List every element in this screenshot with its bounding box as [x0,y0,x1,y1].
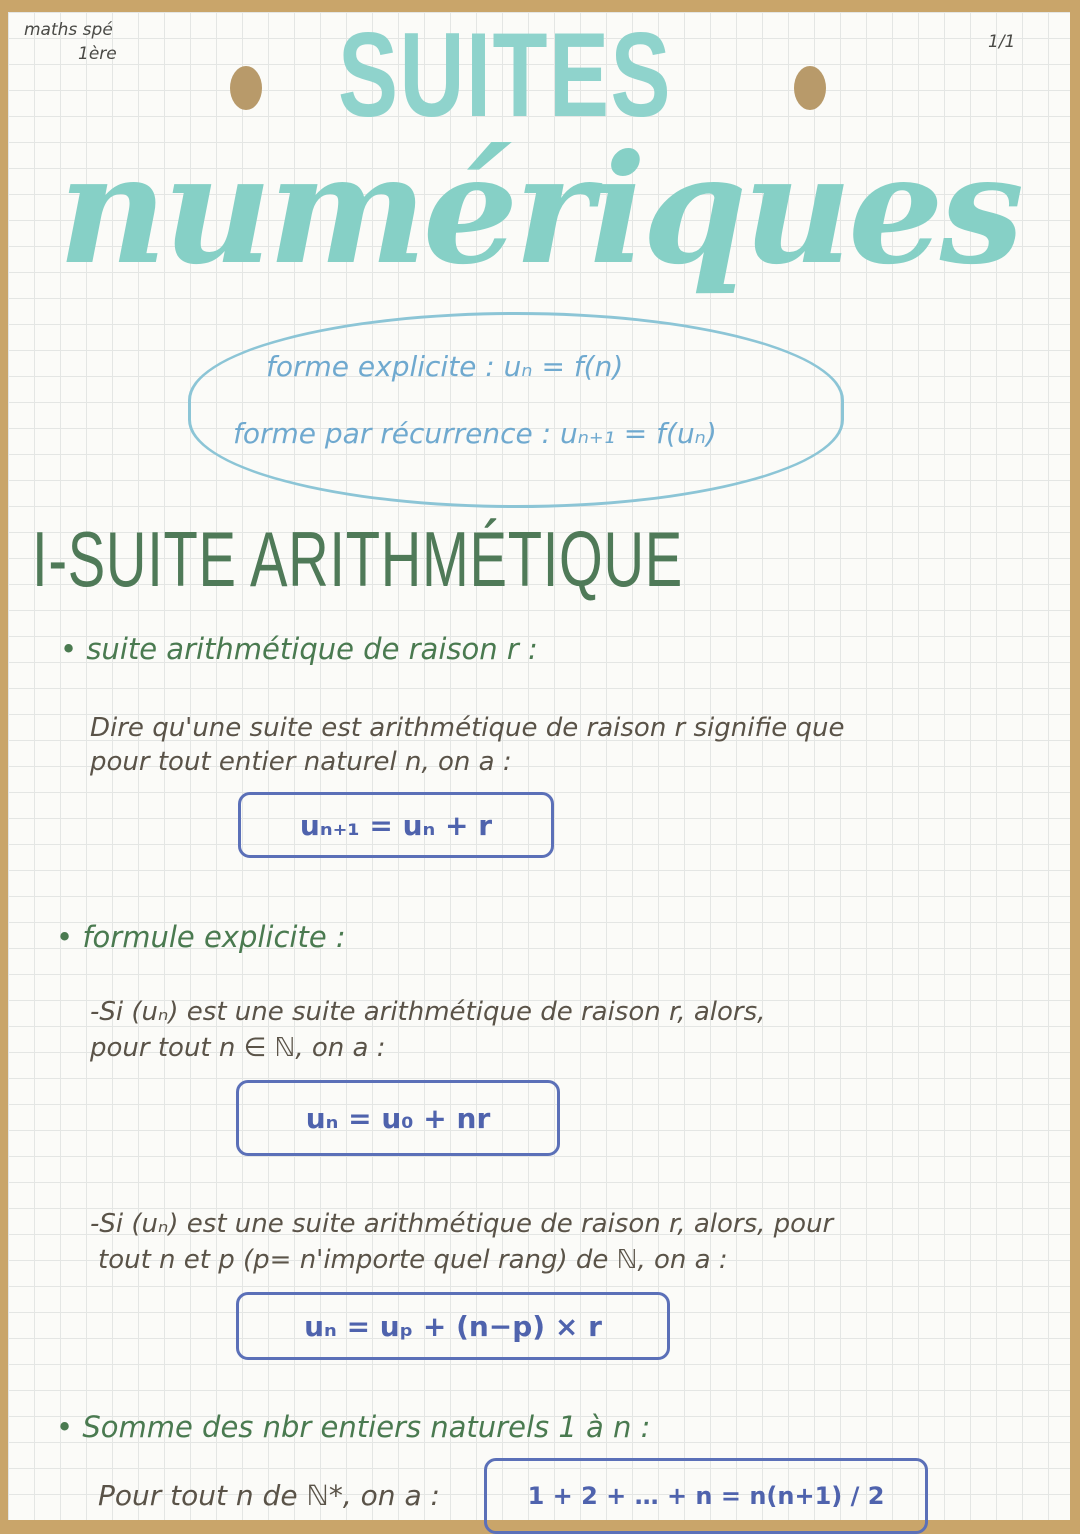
explicit-formula-box: uₙ = u₀ + nr [236,1080,560,1156]
recurrence-formula-box: uₙ₊₁ = uₙ + r [238,792,554,858]
subject-label: maths spé [24,20,113,40]
title-line1: SUITES [338,8,673,142]
general-text-2: tout n et p (p= n'importe quel rang) de ℕ, on a : [98,1245,728,1275]
binder-hole-right [794,66,826,110]
explicit-title: • formule explicite : [56,920,346,954]
cloud-recurrence-form: forme par récurrence : uₙ₊₁ = f(uₙ) [233,417,717,450]
binder-hole-left [230,66,262,110]
section-heading: I-SUITE ARITHMÉTIQUE [32,515,683,603]
explicit-text-2: pour tout n ∈ ℕ, on a : [90,1033,386,1063]
definition-cloud [188,312,844,508]
general-text-1: -Si (uₙ) est une suite arithmétique de raison r, alors, pour [90,1209,834,1239]
sum-formula-box: 1 + 2 + … + n = n(n+1) / 2 [484,1458,928,1534]
general-formula-box: uₙ = uₚ + (n−p) × r [236,1292,670,1360]
cloud-explicit-form: forme explicite : uₙ = f(n) [266,350,624,383]
sum-text: Pour tout n de ℕ*, on a : [98,1479,440,1512]
grade-label: 1ère [78,44,117,64]
sum-title: • Somme des nbr entiers naturels 1 à n : [56,1410,651,1444]
notebook-page [8,8,1070,1520]
definition-text-2: pour tout entier naturel n, on a : [90,747,512,777]
definition-title: • suite arithmétique de raison r : [60,632,538,666]
title-line2: numériques [58,122,1021,298]
page-number: 1/1 [988,32,1016,52]
explicit-text-1: -Si (uₙ) est une suite arithmétique de raison r, alors, [90,997,766,1027]
definition-text-1: Dire qu'une suite est arithmétique de raison r signifie que [90,713,845,743]
